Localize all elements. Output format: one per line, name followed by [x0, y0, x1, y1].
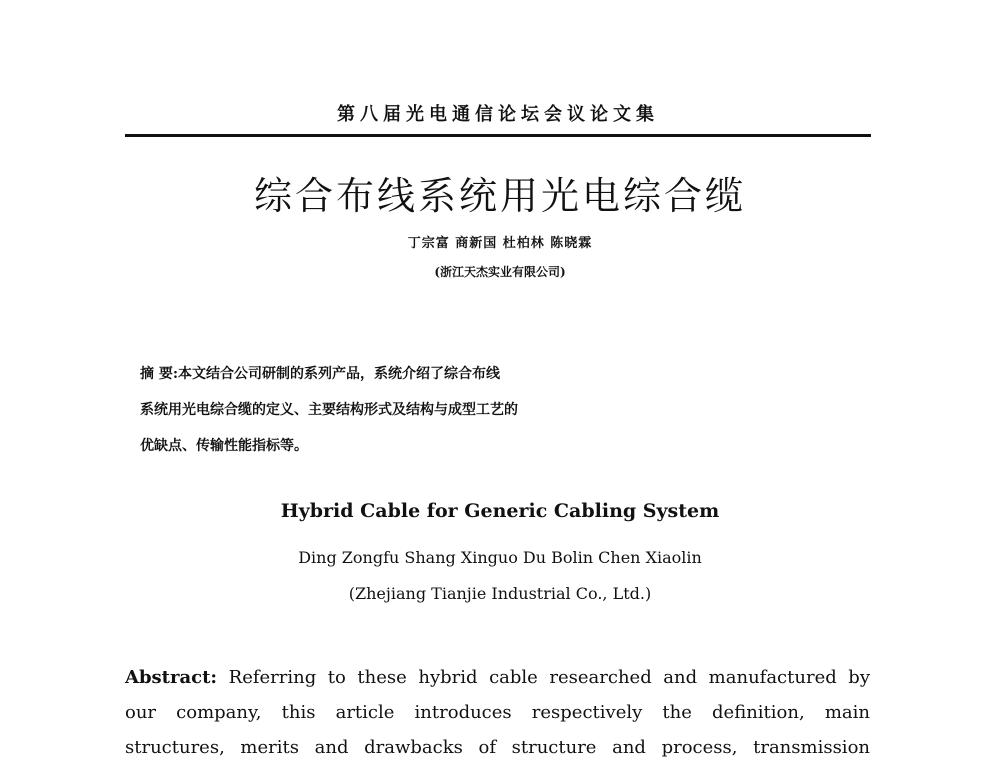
english-abstract-line-1	[125, 660, 870, 695]
chinese-abstract-line-1	[140, 356, 640, 392]
english-abstract-line-3: structures, merits and drawbacks of structure and process, transmission	[125, 737, 870, 758]
english-abstract	[125, 660, 870, 760]
english-abstract-line-2: our company, this article introduces respectively the definition, main	[125, 702, 870, 723]
header-rule	[125, 134, 871, 137]
chinese-abstract-line-2: 系统用光电综合缆的定义、主要结构形式及结构与成型工艺的	[140, 402, 518, 418]
english-abstract-label: Abstract:	[125, 667, 218, 688]
chinese-abstract-text-1: 本文结合公司研制的系列产品，系统介绍了综合布线	[178, 366, 501, 382]
chinese-abstract	[140, 356, 640, 464]
english-abstract-text-1: Referring to these hybrid cable researched and manufactured by	[217, 667, 870, 688]
running-header: 第八届光电通信论坛会议论文集	[337, 104, 659, 125]
english-affiliation: (Zhejiang Tianjie Industrial Co., Ltd.)	[348, 584, 652, 603]
chinese-abstract-line-3: 优缺点、传输性能指标等。	[140, 438, 308, 454]
english-title: Hybrid Cable for Generic Cabling System	[280, 500, 720, 522]
english-authors: Ding Zongfu Shang Xinguo Du Bolin Chen Xiaolin	[298, 548, 702, 567]
chinese-authors: 丁宗富 商新国 杜柏林 陈晓霖	[407, 236, 593, 251]
chinese-affiliation: (浙江天杰实业有限公司)	[434, 265, 566, 279]
chinese-abstract-label: 摘 要:	[140, 366, 179, 382]
chinese-title: 综合布线系统用光电综合缆	[253, 174, 746, 218]
